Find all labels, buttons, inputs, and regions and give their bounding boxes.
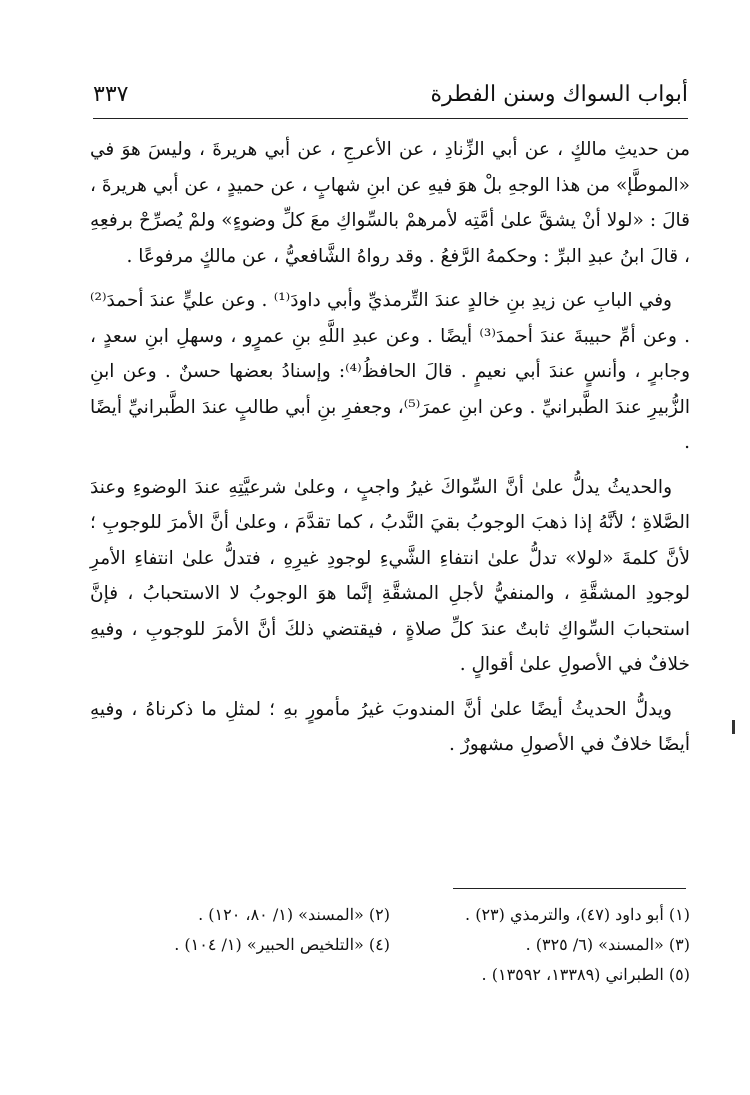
footnote-5: (٥) الطبراني (١٣٣٨٩، ١٣٥٩٢) . — [481, 965, 690, 984]
page-number: ٣٣٧ — [93, 82, 129, 107]
footnote-2: (٢) «المسند» (١/ ٨٠، ١٢٠) . — [198, 905, 390, 924]
footnote-rule — [453, 888, 686, 889]
footnotes — [90, 900, 690, 990]
main-text — [90, 132, 690, 772]
footnote-1: (١) أبو داود (٤٧)، والترمذي (٢٣) . — [465, 905, 690, 924]
page-header — [93, 80, 688, 116]
footnote-3: (٣) «المسند» (٦/ ٣٢٥) . — [525, 935, 690, 954]
footnote-row — [90, 960, 690, 990]
paragraph-4: ويدلُّ الحديثُ أيضًا علىٰ أنَّ المندوبَ غيرُ مأمورٍ بهِ ؛ لمثلِ ما ذكرناهُ ، وفيهِ أيضًا خلافٌ في الأصولِ مشهورٌ . — [90, 698, 690, 755]
paragraph-2: وفي البابِ عن زيدِ بنِ خالدٍ عندَ التِّرمذيِّ وأبي داودَ⁽¹⁾ . وعن عليٍّ عندَ أحمدَ⁽²⁾ . وعن أمِّ حبيبةَ عندَ أحمدَ⁽³⁾ أيضًا . وعن عبدِ اللَّهِ بنِ عمرٍو ، وسهلِ ابنِ سعدٍ ، وجابرٍ ، وأنسٍ عندَ أبي نعيمٍ . قالَ الحافظُ⁽⁴⁾: وإسنادُ بعضها حسنٌ . وعن ابنِ الزُّبيرِ عندَ الطَّبرانيِّ . وعن ابنِ عمرَ⁽⁵⁾، وجعفرِ بنِ أبي طالبٍ عندَ الطَّبرانيِّ أيضًا . — [90, 290, 691, 453]
header-rule — [93, 118, 688, 119]
running-title: أبواب السواك وسنن الفطرة — [430, 82, 688, 107]
paragraph-1: من حديثِ مالكٍ ، عن أبي الزِّنادِ ، عن الأعرجِ ، عن أبي هريرةَ ، وليسَ هوَ في «الموطَّإ» من هذا الوجهِ بلْ هوَ فيهِ عن ابنِ شهابٍ ، عن حميدٍ ، عن أبي هريرةَ ، قالَ : «لولا أنْ يشقَّ علىٰ أمَّتِه لأمرهمْ بالسِّواكِ معَ كلِّ وضوءٍ» ولمْ يُصرِّحْ برفعِهِ ، قالَ ابنُ عبدِ البرِّ : وحكمهُ الرَّفعُ . وقد رواهُ الشَّافعيُّ ، عن مالكٍ مرفوعًا . — [90, 139, 690, 267]
margin-mark — [732, 720, 735, 734]
footnote-4: (٤) «التلخيص الحبير» (١/ ١٠٤) . — [174, 935, 390, 954]
footnote-row — [90, 930, 690, 960]
footnote-row — [90, 900, 690, 930]
paragraph-3: والحديثُ يدلُّ علىٰ أنَّ السِّواكَ غيرُ واجبٍ ، وعلىٰ شرعيَّتِهِ عندَ الوضوءِ وعندَ الصَّلاةِ ؛ لأنَّهُ إذا ذهبَ الوجوبُ بقيَ النَّدبُ ، كما تقدَّمَ ، وعلىٰ أنَّ الأمرَ للوجوبِ ؛ لأنَّ كلمةَ «لولا» تدلُّ علىٰ انتفاءِ الشَّيءِ لوجودِ غيرِهِ ، فتدلُّ علىٰ انتفاءِ الأمرِ لوجودِ المشقَّةِ ، والمنفيُّ لأجلِ المشقَّةِ إنَّما هوَ الوجوبُ لا الاستحبابُ ، فإنَّ استحبابَ السِّواكِ ثابتٌ عندَ كلِّ صلاةٍ ، فيقتضي ذلكَ أنَّ الأمرَ للوجوبِ ، وفيهِ خلافٌ في الأصولِ علىٰ أقوالٍ . — [90, 476, 690, 675]
